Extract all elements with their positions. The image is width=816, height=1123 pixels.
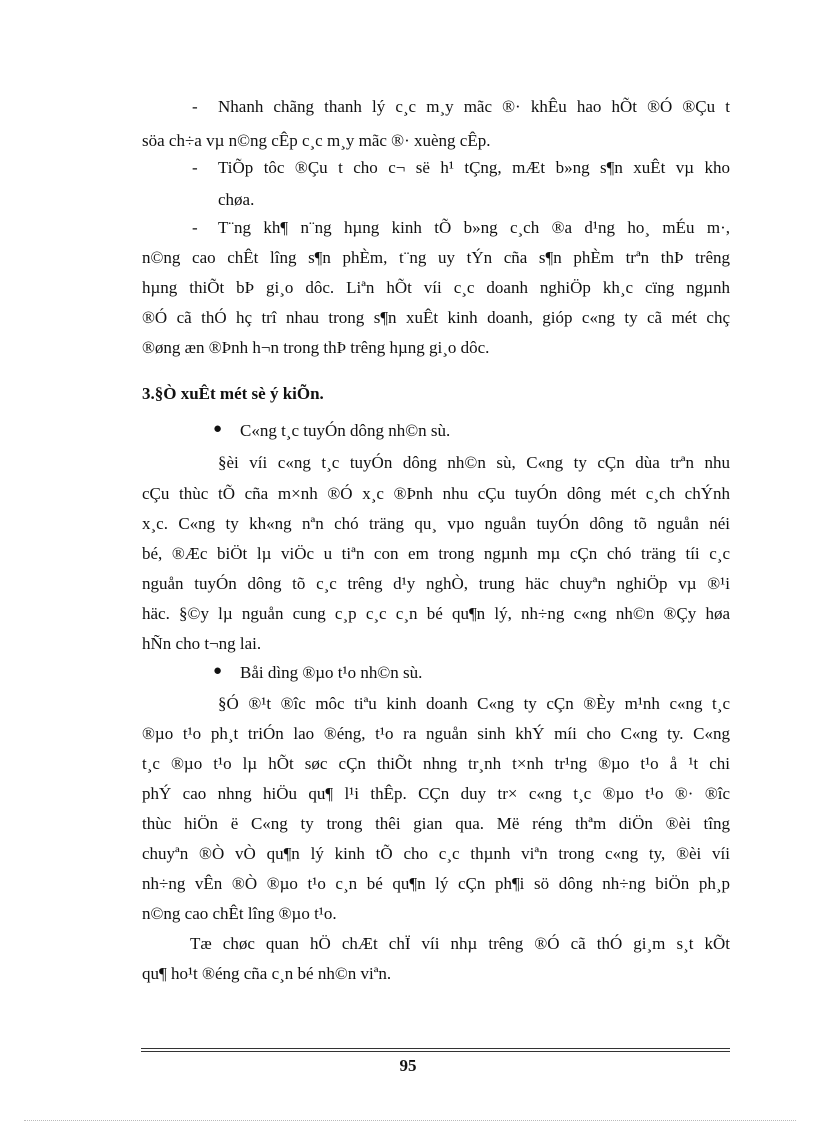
text-line: häc. §©y lµ nguån cung c¸p c¸c c¸n bé qu¶n lý, nh÷ng c«ng nh©n ®Çy høa <box>142 604 730 623</box>
text-line: chøa. <box>218 190 255 209</box>
page-number: 95 <box>399 1056 417 1075</box>
bullet-icon: ● <box>213 663 223 679</box>
text-line: TiÕp tôc ®Çu t cho c¬ së h¹ tÇng, mÆt b»ng s¶n xuÊt vµ kho <box>218 158 730 177</box>
text-line: chuyªn ®Ò vÒ qu¶n lý kinh tÕ cho c¸c thµnh viªn trong c«ng ty, ®èi víi <box>142 844 730 863</box>
bullet-icon: ● <box>213 421 223 437</box>
dash-marker: - <box>192 97 198 116</box>
text-line: nguån tuyÓn dông tõ c¸c trêng d¹y nghÒ, trung häc chuyªn nghiÖp vµ ®¹i <box>142 574 730 593</box>
footer-rule <box>141 1051 730 1052</box>
bullet-item: Båi dìng ®µo t¹o nh©n sù. <box>240 663 423 682</box>
page-edge-divider <box>24 1120 796 1121</box>
text-line: qu¶ ho¹t ®éng cña c¸n bé nh©n viªn. <box>142 964 392 983</box>
section-heading: 3.§Ò xuÊt mét sè ý kiÕn. <box>142 384 324 403</box>
text-line: §èi víi c«ng t¸c tuyÓn dông nh©n sù, C«ng ty cÇn dùa trªn nhu <box>218 453 730 472</box>
text-line: n©ng cao chÊt lîng ®µo t¹o. <box>142 904 337 923</box>
footer-rule <box>141 1048 730 1049</box>
text-line: cÇu thùc tÕ cña m×nh ®Ó x¸c ®Þnh nhu cÇu tuyÓn dông mét c¸ch chÝnh <box>142 484 730 503</box>
dash-marker: - <box>192 218 198 237</box>
text-line: hµng thiÕt bÞ gi¸o dôc. Liªn hÕt víi c¸c doanh nghiÖp kh¸c cïng ngµnh <box>142 278 730 297</box>
text-line: Nhanh chãng thanh lý c¸c m¸y mãc ®· khÊu hao hÕt ®Ó ®Çu t <box>218 97 730 116</box>
text-line: thùc hiÖn ë C«ng ty trong thêi gian qua. Më réng thªm diÖn ®èi tîng <box>142 814 730 833</box>
text-line: hÑn cho t¬ng lai. <box>142 634 262 653</box>
text-line: §Ó ®¹t ®îc môc tiªu kinh doanh C«ng ty cÇn ®Èy m¹nh c«ng t¸c <box>218 694 730 713</box>
text-line: phÝ cao nhng hiÖu qu¶ l¹i thÊp. CÇn duy tr× c«ng t¸c ®µo t¹o ®· ®îc <box>142 784 730 803</box>
text-line: bé, ®Æc biÖt lµ viÖc u tiªn con em trong ngµnh mµ cÇn chó träng tíi c¸c <box>142 544 730 563</box>
text-line: nh÷ng vÊn ®Ò ®µo t¹o c¸n bé qu¶n lý cÇn ph¶i sö dông nh÷ng biÖn ph¸p <box>142 874 730 893</box>
dash-marker: - <box>192 158 198 177</box>
text-line: T¨ng kh¶ n¨ng hµng kinh tÕ b»ng c¸ch ®a d¹ng ho¸ mÉu m·, <box>218 218 730 237</box>
text-line: ®øng æn ®Þnh h¬n trong thÞ trêng hµng gi¸o dôc. <box>142 338 490 357</box>
bullet-item: C«ng t¸c tuyÓn dông nh©n sù. <box>240 421 451 440</box>
text-line: Tæ chøc quan hÖ chÆt chÏ víi nhµ trêng ®Ó cã thÓ gi¸m s¸t kÕt <box>190 934 730 953</box>
text-line: n©ng cao chÊt lîng s¶n phÈm, t¨ng uy tÝn cña s¶n phÈm trªn thÞ trêng <box>142 248 730 267</box>
text-line: ®Ó cã thÓ hç trî nhau trong s¶n xuÊt kinh doanh, gióp c«ng ty cã mét chç <box>142 308 730 327</box>
text-line: söa ch÷a vµ n©ng cÊp c¸c m¸y mãc ®· xuèng cÊp. <box>142 131 491 150</box>
text-line: ®µo t¹o ph¸t triÓn lao ®éng, t¹o ra nguån sinh khÝ míi cho C«ng ty. C«ng <box>142 724 730 743</box>
text-line: t¸c ®µo t¹o lµ hÕt søc cÇn thiÕt nhng tr¸nh t×nh tr¹ng ®µo t¹o å ¹t chi <box>142 754 730 773</box>
text-line: x¸c. C«ng ty kh«ng nªn chó träng qu¸ vµo nguån tuyÓn dông tõ nguån néi <box>142 514 730 533</box>
